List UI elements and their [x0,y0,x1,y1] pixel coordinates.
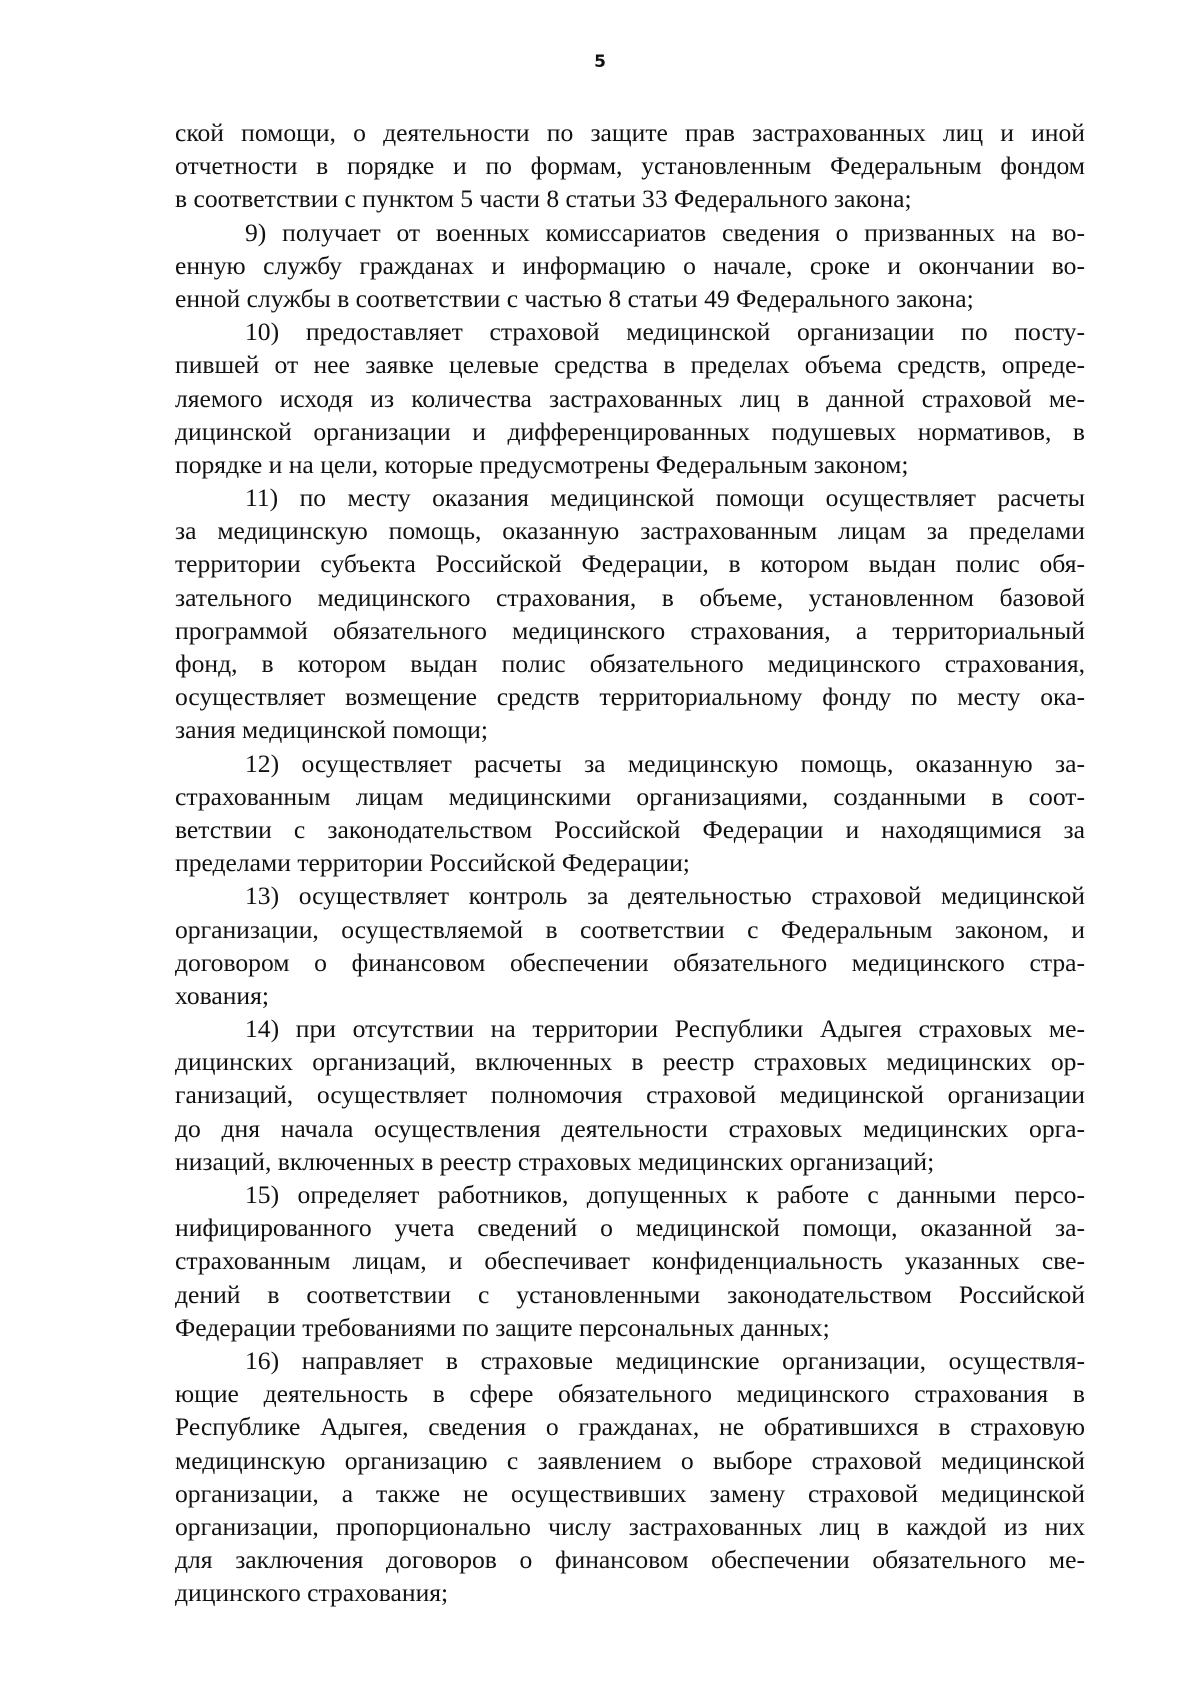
text-line: для заключения договоров о финансовом обеспечении обязательного ме- [175,1545,1085,1575]
page-number: 5 [594,52,606,72]
text-line: 12) осуществляет расчеты за медицинскую помощь, оказанную за- [245,748,1085,778]
text-line: порядке и на цели, которые предусмотрены Федеральным законом; [175,449,909,479]
text-line: дицинских организаций, включенных в реестр страховых медицинских ор- [175,1047,1085,1077]
text-line: медицинскую организацию с заявлением о выборе страховой медицинской [175,1445,1085,1475]
text-line: нифицированного учета сведений о медицинской помощи, оказанной за- [175,1213,1085,1243]
text-line: ганизаций, осуществляет полномочия страховой медицинской организации [175,1080,1085,1110]
text-line: организации, осуществляемой в соответствии с Федеральным законом, и [175,914,1085,944]
text-line: дицинского страхования; [175,1578,449,1608]
text-line: зания медицинской помощи; [175,715,488,745]
text-line: пившей от нее заявке целевые средства в пределах объема средств, опреде- [175,350,1085,380]
text-line: ющие деятельность в сфере обязательного медицинского страхования в [175,1379,1085,1409]
text-line: 16) направляет в страховые медицинские организации, осуществля- [245,1345,1085,1375]
text-line: за медицинскую помощь, оказанную застрахованным лицам за пределами [175,516,1085,546]
text-line: енной службы в соответствии с частью 8 статьи 49 Федерального закона; [175,283,974,313]
text-line: страхованным лицам, и обеспечивает конфиденциальность указанных све- [175,1246,1085,1276]
text-line: фонд, в котором выдан полис обязательного медицинского страхования, [175,649,1085,678]
text-line: зательного медицинского страхования, в объеме, установленном базовой [175,582,1085,612]
text-line: ляемого исходя из количества застрахованных лиц в данной страховой ме- [175,383,1085,413]
text-line: ской помощи, о деятельности по защите прав застрахованных лиц и иной [175,118,1085,147]
text-line: организации, пропорционально числу застрахованных лиц в каждой из них [175,1511,1085,1541]
text-line: осуществляет возмещение средств территориальному фонду по месту ока- [175,682,1085,712]
text-line: енную службу гражданах и информацию о начале, сроке и окончании во- [175,250,1085,280]
text-line: дений в соответствии с установленными законодательством Российской [175,1279,1085,1309]
text-line: 14) при отсутствии на территории Республики Адыгея страховых ме- [245,1014,1085,1044]
text-line: договором о финансовом обеспечении обязательного медицинского стра- [175,947,1085,977]
text-line: Федерации требованиями по защите персональных данных; [175,1312,830,1342]
text-line: организации, а также не осуществивших замену страховой медицинской [175,1478,1085,1508]
text-line: программой обязательного медицинского страхования, а территориальный [175,615,1085,645]
text-line: Республике Адыгея, сведения о гражданах, не обратившихся в страховую [175,1412,1085,1442]
text-line: низаций, включенных в реестр страховых медицинских организаций; [175,1146,935,1176]
text-line: страхованным лицам медицинскими организациями, созданными в соот- [175,781,1085,811]
text-line: 9) получает от военных комиссариатов сведения о призванных на во- [245,217,1085,247]
text-line: 15) определяет работников, допущенных к работе с данными персо- [245,1180,1085,1209]
text-line: территории субъекта Российской Федерации, в котором выдан полис обя- [175,549,1085,579]
text-line: до дня начала осуществления деятельности страховых медицинских орга- [175,1113,1085,1143]
text-line: ветствии с законодательством Российской Федерации и находящимися за [175,814,1085,844]
text-line: пределами территории Российской Федерации; [175,848,690,878]
text-line: в соответствии с пунктом 5 части 8 статьи 33 Федерального закона; [175,184,912,214]
text-line: 13) осуществляет контроль за деятельностью страховой медицинской [245,881,1085,911]
document-body [175,116,1085,1609]
text-line: 10) предоставляет страховой медицинской организации по посту- [245,317,1085,347]
text-line: хования; [175,980,270,1010]
text-line: отчетности в порядке и по формам, установленным Федеральным фондом [175,151,1085,181]
text-line: дицинской организации и дифференцированных подушевых нормативов, в [175,416,1085,446]
text-line: 11) по месту оказания медицинской помощи осуществляет расчеты [245,483,1085,513]
